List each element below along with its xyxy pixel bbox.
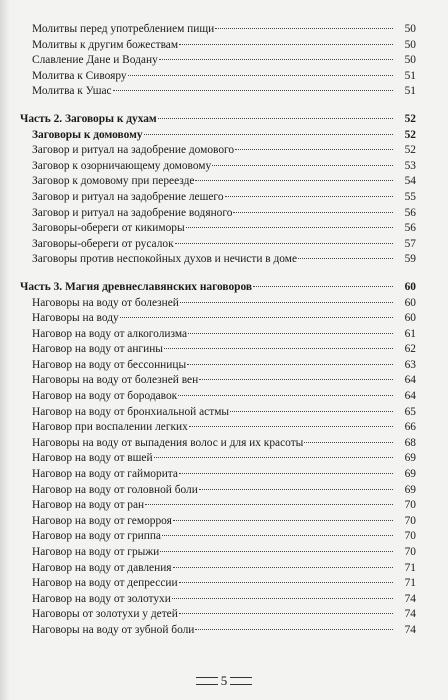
toc-entry-page: 74	[404, 592, 416, 605]
dot-leader	[120, 316, 393, 318]
toc-entry-title: Наговор на воду от бородавок	[32, 390, 178, 403]
table-of-contents	[0, 22, 448, 639]
toc-entry	[0, 296, 448, 312]
toc-entry-page: 70	[404, 499, 416, 512]
toc-entry-page: 70	[404, 514, 416, 527]
right-ornament-icon	[230, 677, 252, 685]
toc-entry-page: 65	[404, 405, 416, 418]
dot-leader	[178, 394, 393, 396]
toc-entry-title: Наговор на воду от депрессии	[32, 577, 178, 590]
toc-entry-title: Заговоры-обереги от русалок	[32, 237, 174, 250]
toc-entry-title: Наговор при воспалении легких	[32, 421, 188, 434]
toc-entry-page: 50	[404, 54, 416, 67]
toc-entry-title: Заговоры против неспокойных духов и нечисти в доме	[32, 253, 298, 266]
toc-entry	[0, 159, 448, 175]
toc-entry-page: 74	[404, 623, 416, 636]
toc-entry-page: 60	[404, 280, 416, 293]
toc-entry-title: Часть 3. Магия древнеславянских наговоров	[20, 280, 253, 293]
toc-entry	[0, 467, 448, 483]
toc-entry-title: Славление Дане и Водану	[32, 54, 158, 67]
toc-entry-page: 70	[404, 530, 416, 543]
toc-entry-title: Наговор на воду от бронхиальной астмы	[32, 405, 230, 418]
toc-entry-title: Молитва к Сивояру	[32, 69, 127, 82]
dot-leader	[199, 488, 393, 490]
toc-entry-title: Наговор на воду от вшей	[32, 452, 153, 465]
dot-leader	[304, 441, 393, 443]
toc-entry	[0, 405, 448, 421]
toc-entry	[0, 373, 448, 389]
dot-leader	[189, 425, 393, 427]
toc-entry-page: 68	[404, 436, 416, 449]
toc-entry-page: 56	[404, 206, 416, 219]
dot-leader	[212, 164, 393, 166]
toc-entry-page: 71	[404, 577, 416, 590]
toc-entry-title: Наговор на воду от гайморита	[32, 468, 178, 481]
toc-entry	[0, 84, 448, 100]
dot-leader	[173, 566, 393, 568]
toc-entry-page: 64	[404, 374, 416, 387]
toc-entry-page: 69	[404, 483, 416, 496]
toc-entry-title: Наговоры на воду от болезней	[32, 296, 179, 309]
toc-entry-title: Заговор и ритуал на задобрение лешего	[32, 190, 224, 203]
toc-entry-page: 60	[404, 296, 416, 309]
toc-entry-title: Наговор на воду от геморроя	[32, 514, 172, 527]
toc-entry	[0, 389, 448, 405]
dot-leader	[179, 472, 393, 474]
dot-leader	[187, 363, 393, 365]
toc-entry-page: 69	[404, 468, 416, 481]
dot-leader	[235, 148, 393, 150]
dot-leader	[199, 378, 393, 380]
toc-entry-page: 60	[404, 312, 416, 325]
toc-entry	[0, 38, 448, 54]
toc-entry	[0, 623, 448, 639]
toc-entry-page: 52	[404, 128, 416, 141]
toc-entry-page: 62	[404, 343, 416, 356]
toc-entry	[0, 420, 448, 436]
toc-entry	[0, 545, 448, 561]
toc-entry-page: 52	[404, 112, 416, 125]
toc-entry-title: Заговор и ритуал на задобрение водяного	[32, 206, 233, 219]
toc-part-heading	[0, 112, 448, 128]
toc-entry	[0, 143, 448, 159]
toc-entry-title: Заговоры-обереги от кикиморы	[32, 222, 185, 235]
dot-leader	[188, 332, 393, 334]
toc-entry-page: 50	[404, 38, 416, 51]
toc-entry-page: 50	[404, 23, 416, 35]
toc-entry	[0, 252, 448, 268]
toc-entry	[0, 190, 448, 206]
toc-entry-page: 55	[404, 190, 416, 203]
toc-entry	[0, 53, 448, 69]
toc-entry	[0, 514, 448, 530]
toc-entry	[0, 607, 448, 623]
toc-entry	[0, 327, 448, 343]
toc-entry	[0, 69, 448, 85]
toc-entry-page: 57	[404, 237, 416, 250]
toc-entry-page: 51	[404, 69, 416, 82]
dot-leader	[113, 89, 393, 91]
toc-entry-title: Наговор на воду от алкоголизма	[32, 327, 188, 340]
toc-entry-title: Заговор и ритуал на задобрение домового	[32, 144, 235, 157]
toc-entry-title: Молитвы к другим божествам	[32, 38, 179, 51]
toc-entry-title: Молитва к Ушас	[32, 85, 112, 98]
toc-entry	[0, 436, 448, 452]
toc-entry-title: Наговоры на воду от выпадения волос и для их красоты	[32, 436, 304, 449]
toc-entry-title: Наговоры от золотухи у детей	[32, 608, 178, 621]
dot-leader	[179, 43, 393, 45]
toc-entry-title: Наговоры на воду	[32, 312, 119, 325]
toc-entry-title: Молитвы перед употреблением пищи	[32, 23, 215, 35]
page-number: 5	[220, 673, 228, 688]
toc-entry-title: Наговор на воду от золотухи	[32, 592, 171, 605]
toc-entry-title: Заговор к озорничающему домовому	[32, 159, 212, 172]
toc-entry-title: Наговор на воду от ран	[32, 499, 145, 512]
toc-entry-page: 51	[404, 85, 416, 98]
dot-leader	[215, 27, 393, 29]
toc-entry	[0, 576, 448, 592]
dot-leader	[128, 74, 393, 76]
toc-entry-title: Наговор на воду от бессонницы	[32, 358, 187, 371]
toc-entry-page: 69	[404, 452, 416, 465]
toc-entry	[0, 451, 448, 467]
dot-leader	[144, 133, 393, 135]
toc-entry	[0, 311, 448, 327]
toc-entry-page: 63	[404, 358, 416, 371]
toc-entry	[0, 483, 448, 499]
left-ornament-icon	[196, 677, 218, 685]
toc-entry	[0, 22, 448, 38]
toc-entry	[0, 342, 448, 358]
toc-entry-page: 56	[404, 222, 416, 235]
dot-leader	[175, 242, 393, 244]
dot-leader	[173, 519, 393, 521]
dot-leader	[298, 257, 393, 259]
toc-entry-title: Наговор на воду от гриппа	[32, 530, 161, 543]
toc-entry-title: Заговоры к домовому	[32, 128, 143, 141]
toc-entry	[0, 358, 448, 374]
dot-leader	[160, 550, 393, 552]
toc-entry-title: Наговоры на воду от болезней вен	[32, 374, 199, 387]
dot-leader	[172, 597, 393, 599]
toc-entry-page: 74	[404, 608, 416, 621]
toc-entry	[0, 498, 448, 514]
toc-entry-page: 66	[404, 421, 416, 434]
toc-entry	[0, 221, 448, 237]
toc-entry-page: 52	[404, 144, 416, 157]
toc-entry-title: Наговор на воду от давления	[32, 561, 172, 574]
dot-leader	[233, 211, 393, 213]
toc-entry	[0, 174, 448, 190]
toc-entry-title: Наговор на воду от головной боли	[32, 483, 198, 496]
toc-entry-page: 59	[404, 253, 416, 266]
dot-leader	[230, 410, 393, 412]
toc-entry-title: Наговор на воду от ангины	[32, 343, 163, 356]
dot-leader	[186, 226, 393, 228]
toc-entry-title: Заговор к домовому при переезде	[32, 175, 195, 188]
dot-leader	[179, 612, 393, 614]
dot-leader	[195, 628, 393, 630]
dot-leader	[164, 347, 393, 349]
toc-entry	[0, 561, 448, 577]
toc-entry-page: 70	[404, 546, 416, 558]
toc-entry-page: 71	[404, 561, 416, 574]
dot-leader	[162, 534, 393, 536]
toc-entry-page: 61	[404, 327, 416, 340]
toc-entry	[0, 592, 448, 608]
dot-leader	[180, 301, 393, 303]
toc-entry	[0, 206, 448, 222]
toc-entry-title: Наговор на воду от грыжи	[32, 546, 160, 558]
toc-entry-title: Часть 2. Заговоры к духам	[20, 112, 157, 125]
toc-entry-title: Наговоры на воду от зубной боли	[32, 623, 195, 636]
toc-entry-page: 54	[404, 175, 416, 188]
dot-leader	[179, 581, 393, 583]
dot-leader	[225, 195, 393, 197]
dot-leader	[145, 503, 393, 505]
dot-leader	[253, 285, 393, 287]
toc-entry-page: 53	[404, 159, 416, 172]
toc-entry	[0, 529, 448, 545]
toc-part-heading	[0, 280, 448, 296]
toc-subheading	[0, 128, 448, 144]
page-footer	[0, 670, 448, 692]
dot-leader	[195, 179, 393, 181]
dot-leader	[159, 58, 393, 60]
dot-leader	[158, 117, 393, 119]
dot-leader	[154, 456, 393, 458]
toc-entry-page: 64	[404, 390, 416, 403]
toc-entry	[0, 237, 448, 253]
